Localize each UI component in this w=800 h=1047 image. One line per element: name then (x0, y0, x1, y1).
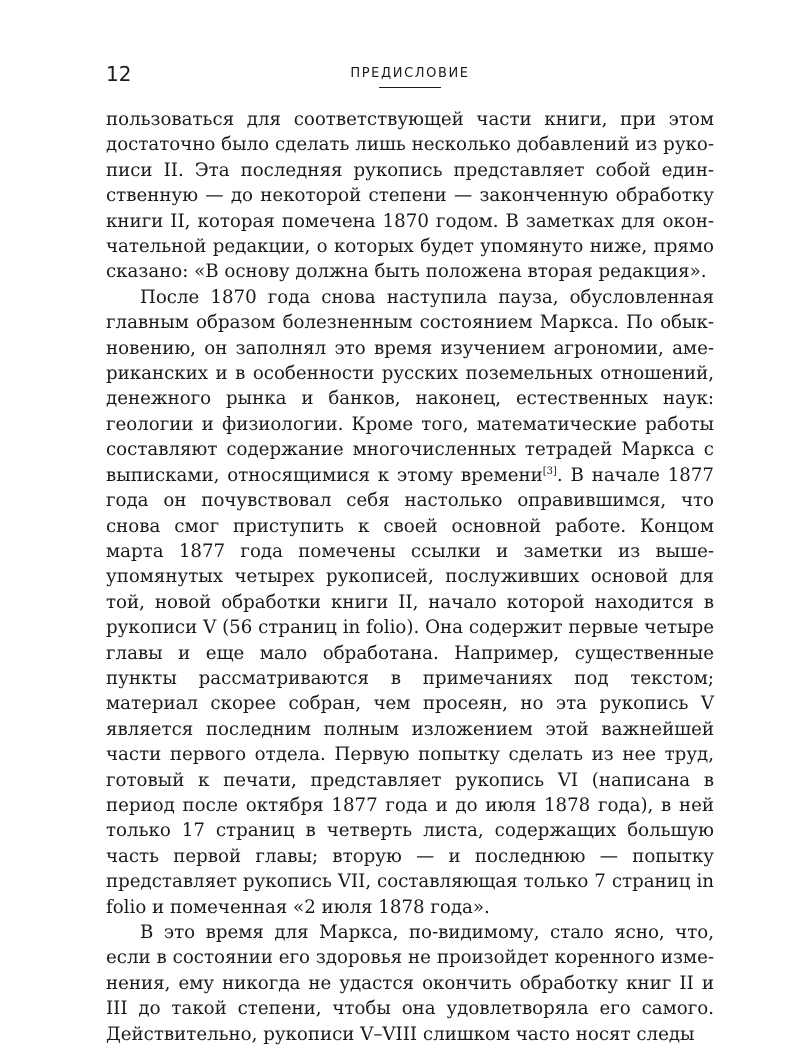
page-number: 12 (106, 62, 132, 86)
paragraph-2-part-1: После 1870 года снова наступила пауза, обусловленная главным образом болезненным состоянием Маркса. По обыкновению, он заполнял это время изучением агрономии, американских и в особенности русских поземельных отношений, денежного рынка и банков, наконец, естественных наук: геологии и физиологии. Кроме того, математические работы составляют содержание многочисленных тетрадей Маркса с выписками, относящимися к этому времени (106, 286, 714, 486)
body-text (106, 107, 714, 1047)
running-title-rule (379, 87, 441, 88)
paragraph-3: В это время для Маркса, по-видимому, стало ясно, что, если в состоянии его здоровья не произойдет коренного изменения, ему никогда не удастся окончить обработку книг II и III до такой степени, чтобы она удовлетворяла его самого. Действительно, рукописи V–VIII слишком часто носят следы (106, 922, 714, 1045)
running-title: ПРЕДИСЛОВИЕ (350, 66, 470, 81)
paragraph-1: пользоваться для соответствующей части книги, при этом достаточно было сделать лишь несколько добавлений из рукописи II. Эта последняя рукопись представляет собой единственную — до некоторой степени — законченную обработку книги II, которая помечена 1870 годом. В заметках для окончательной редакции, о которых будет упомянуто ниже, прямо сказано: «В основу должна быть положена вторая редакция». (106, 109, 714, 283)
paragraph-2-part-2: . В начале 1877 года он почувствовал себя настолько оправившимся, что снова смог приступить к своей основной работе. Концом марта 1877 года помечены ссылки и заметки из вышеупомянутых четырех рукописей, послуживших основой для той, новой обработки книги II, начало которой находится в рукописи V (56 страниц in folio). Она содержит первые четыре главы и еще мало обработана. Например, существенные пункты рассматриваются в примечаниях под текстом; материал скорее собран, чем просеян, но эта рукопись V является последним полным изложением этой важнейшей части первого отдела. Первую попытку сделать из нее труд, готовый к печати, представляет рукопись VI (написана в период после октября 1877 года и до июля 1878 года), в ней только 17 страниц в четверть листа, содержащих большую часть первой главы; вторую — и последнюю — попытку представляет рукопись VII, составляющая только 7 страниц in folio и помеченная «2 июля 1878 года». (106, 464, 714, 918)
footnote-reference[interactable]: [3] (542, 465, 557, 477)
book-page (106, 60, 714, 1047)
page-header (106, 60, 714, 100)
paragraph-2 (106, 285, 714, 920)
